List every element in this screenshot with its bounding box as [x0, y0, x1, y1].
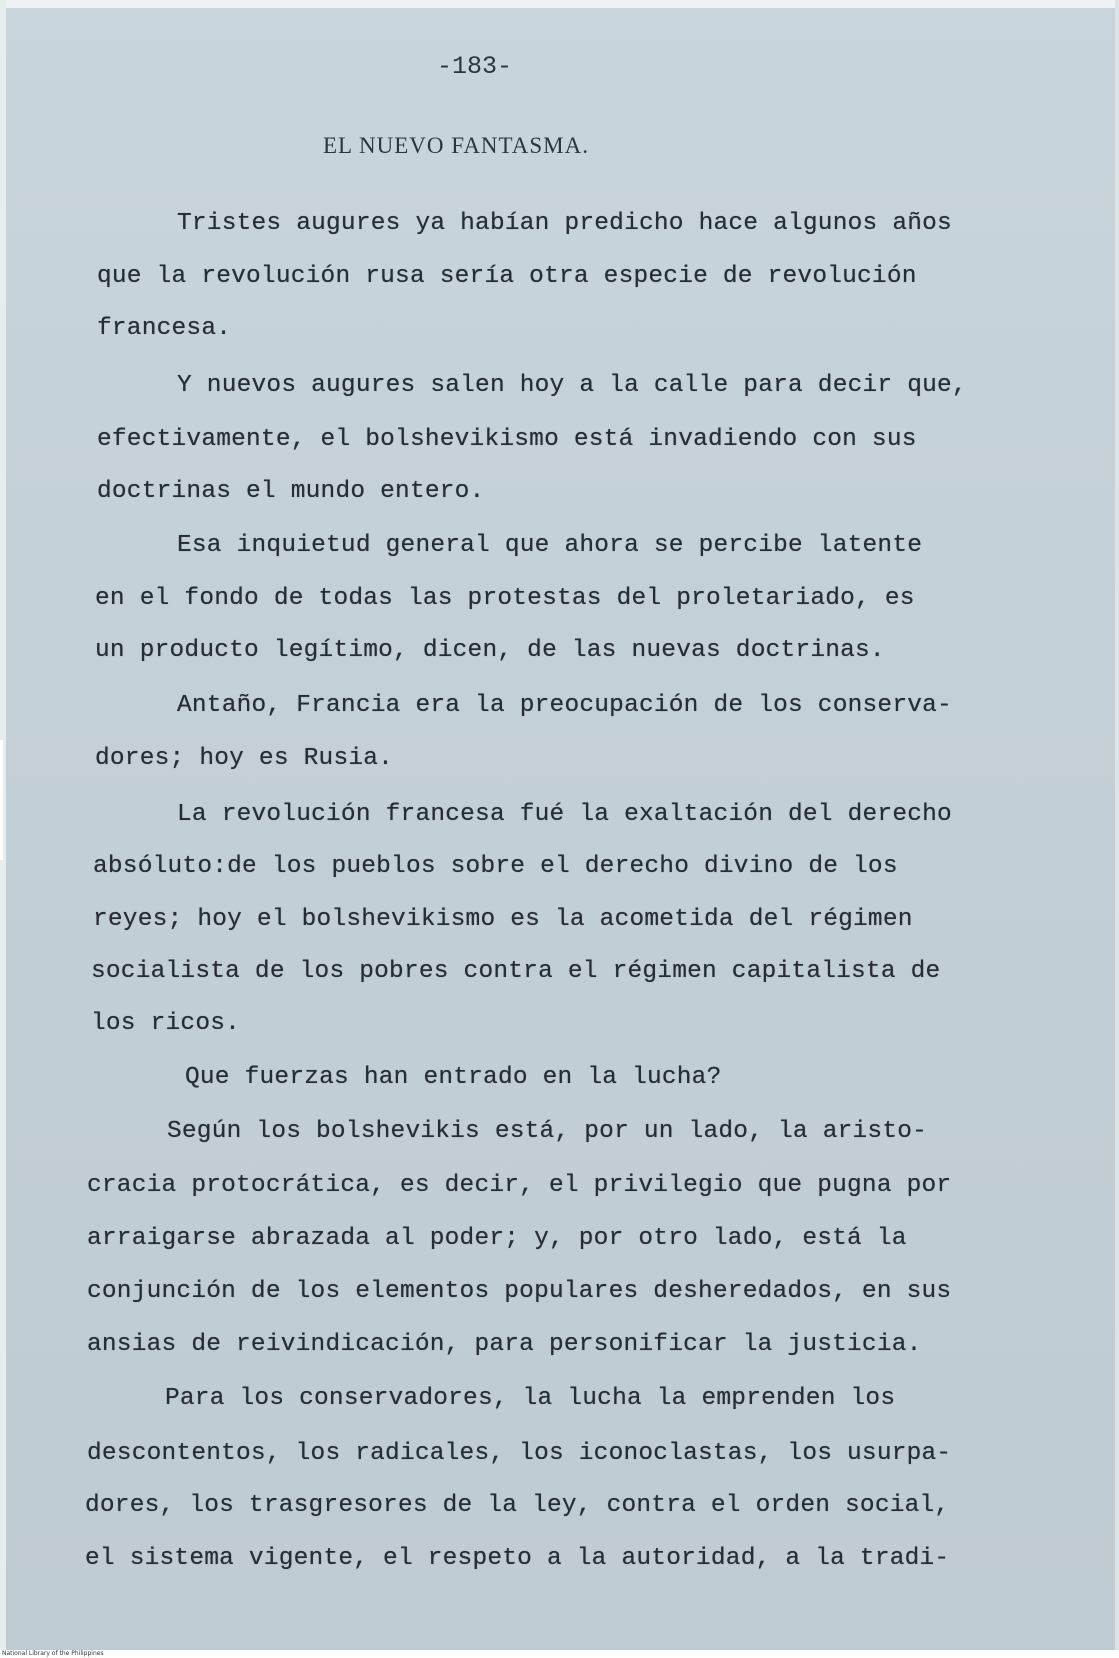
- text-line: francesa.: [97, 315, 232, 342]
- text-line: socialista de los pobres contra el régimen capitalista de: [91, 958, 941, 985]
- text-line: La revolución francesa fué la exaltación del derecho: [177, 801, 952, 828]
- page-top-edge: [0, 0, 1119, 8]
- text-line: el sistema vigente, el respeto a la autoridad, a la tradi-: [85, 1545, 950, 1572]
- footer-strip: [0, 1650, 1119, 1658]
- text-line: los ricos.: [91, 1010, 241, 1037]
- page-right-edge: [1115, 0, 1119, 1650]
- page-number: -183-: [437, 52, 513, 81]
- text-line: Esa inquietud general que ahora se percibe latente: [177, 532, 923, 559]
- text-line: dores; hoy es Rusia.: [95, 745, 394, 772]
- text-line: dores, los trasgresores de la ley, contra el orden social,: [85, 1492, 950, 1519]
- page-left-mark: [0, 740, 3, 860]
- text-line: Que fuerzas han entrado en la lucha?: [185, 1064, 722, 1091]
- text-line: un producto legítimo, dicen, de las nuevas doctrinas.: [95, 637, 885, 664]
- text-line: doctrinas el mundo entero.: [97, 478, 485, 505]
- text-line: en el fondo de todas las protestas del proletariado, es: [95, 585, 915, 612]
- text-line: cracia protocrática, es decir, el privilegio que pugna por: [87, 1172, 952, 1199]
- text-line: ansias de reivindicación, para personificar la justicia.: [87, 1331, 922, 1358]
- text-line: reyes; hoy el bolshevikismo es la acometida del régimen: [93, 906, 913, 933]
- text-line: efectivamente, el bolshevikismo está invadiendo con sus: [97, 426, 917, 453]
- library-credit: National Library of the Philippines: [2, 1650, 104, 1657]
- text-line: absóluto:de los pueblos sobre el derecho divino de los: [93, 853, 898, 880]
- page-title: EL NUEVO FANTASMA.: [323, 133, 589, 158]
- text-line: Para los conservadores, la lucha la emprenden los: [165, 1385, 896, 1412]
- text-line: conjunción de los elementos populares desheredados, en sus: [87, 1278, 952, 1305]
- text-line: descontentos, los radicales, los iconoclastas, los usurpa-: [87, 1440, 952, 1467]
- text-line: Y nuevos augures salen hoy a la calle para decir que,: [177, 372, 967, 399]
- text-line: Antaño, Francia era la preocupación de los conserva-: [177, 692, 952, 719]
- text-line: que la revolución rusa sería otra especie de revolución: [97, 263, 917, 290]
- text-line: Según los bolshevikis está, por un lado, la aristo-: [167, 1118, 928, 1145]
- text-line: Tristes augures ya habían predicho hace algunos años: [177, 210, 952, 237]
- text-line: arraigarse abrazada al poder; y, por otro lado, está la: [87, 1225, 907, 1252]
